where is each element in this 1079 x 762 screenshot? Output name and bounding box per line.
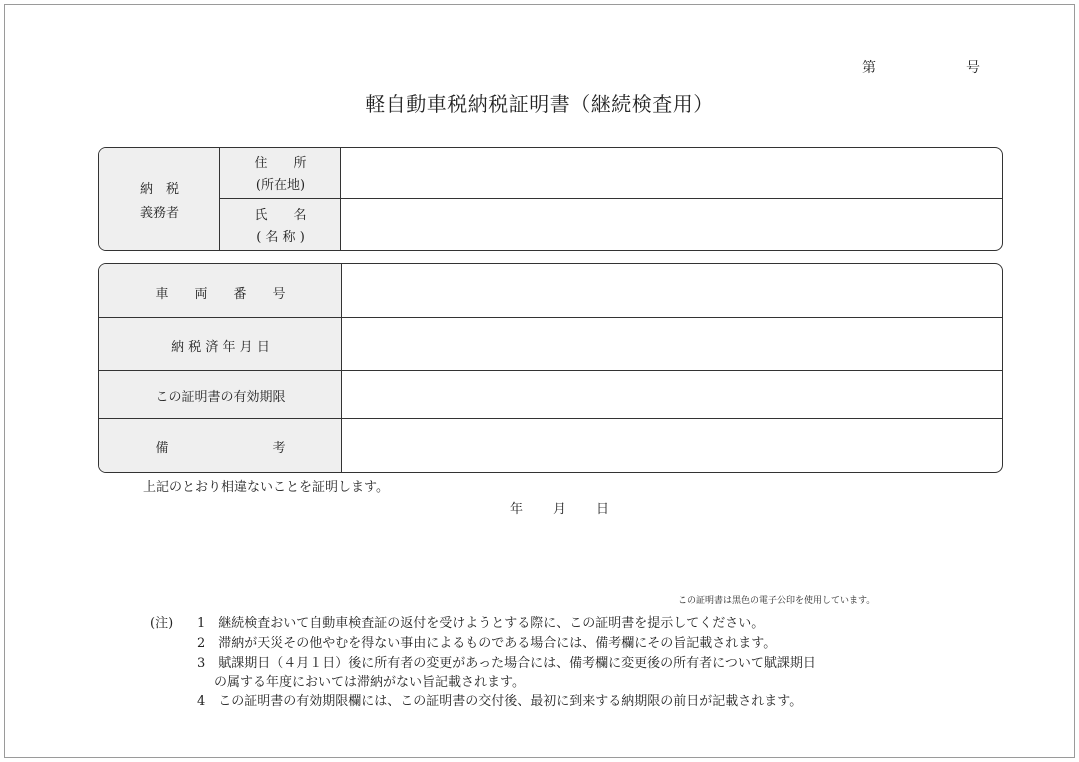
certificate-number-suffix: 号	[966, 60, 980, 76]
taxpayer-label-line2: 義務者	[139, 206, 179, 221]
issue-day-label: 日	[596, 502, 610, 517]
name-label-line1: 氏 名	[254, 208, 307, 223]
address-label-line2: (所在地)	[255, 178, 306, 193]
notes-tag: (注)	[150, 616, 174, 631]
tax-paid-date-label: 納 税 済 年 月 日	[171, 340, 270, 355]
taxpayer-table	[98, 147, 1003, 251]
note-2: 2 滞納が天災その他やむを得ない事由によるものである場合には、備考欄にその旨記載されます。	[197, 636, 777, 651]
name-label-line2: ( 名 称 )	[256, 230, 305, 245]
address-label-line1: 住 所	[254, 156, 307, 171]
certificate-number-prefix: 第	[862, 60, 876, 76]
vehicle-table	[98, 263, 1003, 473]
note-3-continued: の属する年度においては滞納がない旨記載されます。	[214, 675, 525, 690]
remarks-label: 備 考	[155, 441, 286, 456]
issue-month-label: 月	[553, 502, 567, 517]
issue-year-label: 年	[510, 502, 524, 517]
electronic-seal-note: この証明書は黒色の電子公印を使用しています。	[678, 596, 876, 606]
certification-statement: 上記のとおり相違ないことを証明します。	[143, 480, 389, 495]
taxpayer-field-labels	[220, 148, 341, 250]
note-4: 4 この証明書の有効期限欄には、この証明書の交付後、最初に到来する納期限の前日が記載されます。	[197, 694, 803, 709]
document-title: 軽自動車税納税証明書（継続検査用）	[365, 92, 714, 116]
taxpayer-group-cell	[99, 148, 220, 250]
note-1: 1 継続検査おいて自動車検査証の返付を受けようとする際に、この証明書を提示してください。	[197, 616, 765, 631]
vehicle-number-label: 車 両 番 号	[155, 287, 286, 302]
taxpayer-label-line1: 納 税	[139, 182, 179, 197]
note-3: 3 賦課期日（４月１日）後に所有者の変更があった場合には、備考欄に変更後の所有者について賦課期日	[197, 656, 816, 671]
validity-period-label: この証明書の有効期限	[155, 390, 286, 405]
